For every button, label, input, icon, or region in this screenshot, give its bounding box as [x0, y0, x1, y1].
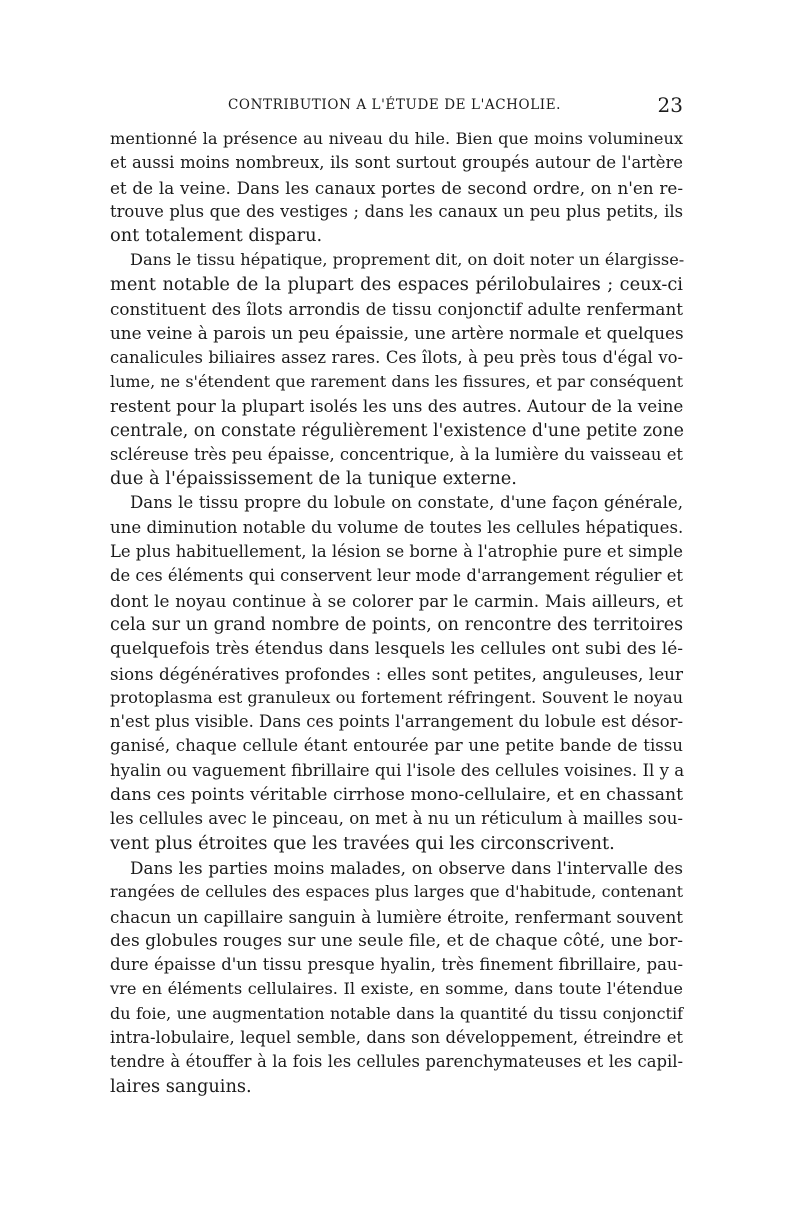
text-line: une veine à parois un peu épaissie, une artère normale et quelques	[110, 323, 684, 344]
text-line: ganisé, chaque cellule étant entourée par une petite bande de tissu	[110, 736, 683, 756]
text-line: canalicules biliaires assez rares. Ces îlots, à peu près tous d'égal vo-	[110, 347, 683, 367]
text-line: dont le noyau continue à se colorer par le carmin. Mais ailleurs, et	[110, 590, 683, 611]
text-line: intra-lobulaire, lequel semble, dans son développement, étreindre et	[110, 1027, 683, 1047]
paragraph-2	[110, 248, 683, 491]
text-line: les cellules avec le pinceau, on met à nu un réticulum à mailles sou-	[110, 809, 683, 829]
text-line: vre en éléments cellulaires. Il existe, en somme, dans toute l'étendue	[110, 979, 683, 999]
text-line: dure épaisse d'un tissu presque hyalin, très finement fibrillaire, pau-	[110, 955, 683, 975]
text-line: Le plus habituellement, la lésion se borne à l'atrophie pure et simple	[110, 542, 683, 562]
text-line: hyalin ou vaguement fibrillaire qui l'isole des cellules voisines. Il y a	[110, 760, 685, 780]
text-line: une diminution notable du volume de toutes les cellules hépatiques.	[110, 517, 684, 537]
text-line: laires sanguins.	[110, 1075, 252, 1097]
text-line: des globules rouges sur une seule file, et de chaque côté, une bor-	[110, 930, 683, 951]
text-line: lume, ne s'étendent que rarement dans les fissures, et par conséquent	[110, 371, 683, 391]
text-line: n'est plus visible. Dans ces points l'arrangement du lobule est désor-	[110, 712, 683, 732]
text-line: Dans les parties moins malades, on observe dans l'intervalle des	[130, 857, 683, 878]
paragraph-3	[110, 491, 683, 855]
text-line: Dans le tissu hépatique, proprement dit, on doit noter un élargisse-	[130, 250, 685, 270]
text-line: trouve plus que des vestiges ; dans les canaux un peu plus petits, ils	[110, 201, 683, 221]
text-line: restent pour la plupart isolés les uns des autres. Autour de la veine	[110, 396, 684, 417]
text-line: sions dégénératives profondes : elles sont petites, anguleuses, leur	[110, 663, 683, 684]
running-title: CONTRIBUTION A L'ÉTUDE DE L'ACHOLIE.	[228, 97, 562, 113]
text-line: et de la veine. Dans les canaux portes de second ordre, on n'en re-	[110, 177, 683, 198]
text-line: due à l'épaississement de la tunique externe.	[110, 468, 517, 490]
text-line: de ces éléments qui conservent leur mode d'arrangement régulier et	[110, 566, 683, 586]
text-line: chacun un capillaire sanguin à lumière étroite, renfermant souvent	[110, 906, 683, 927]
text-line: vent plus étroites que les travées qui les circonscrivent.	[110, 832, 615, 854]
text-line: du foie, une augmentation notable dans la quantité du tissu conjonctif	[110, 1003, 683, 1023]
text-line: ont totalement disparu.	[110, 225, 323, 247]
text-line: cela sur un grand nombre de points, on rencontre des territoires	[110, 614, 683, 635]
text-line: rangées de cellules des espaces plus larges que d'habitude, contenant	[110, 882, 683, 902]
body-text	[110, 127, 683, 1099]
text-line: protoplasma est granuleux ou fortement réfringent. Souvent le noyau	[110, 687, 683, 707]
text-line: et aussi moins nombreux, ils sont surtout groupés autour de l'artère	[110, 153, 683, 173]
paragraph-1	[110, 127, 683, 248]
text-line: ment notable de la plupart des espaces périlobulaires ; ceux-ci	[110, 273, 683, 295]
text-line: dans ces points véritable cirrhose mono-cellulaire, et en chassant	[110, 785, 683, 806]
text-line: quelquefois très étendus dans lesquels les cellules ont subi des lé-	[110, 639, 683, 660]
text-line: tendre à étouffer à la fois les cellules parenchymateuses et les capil-	[110, 1052, 683, 1072]
paragraph-4	[110, 856, 683, 1099]
page-number: 23	[657, 93, 683, 117]
page-header	[110, 93, 683, 123]
text-line: centrale, on constate régulièrement l'existence d'une petite zone	[110, 420, 684, 441]
text-line: scléreuse très peu épaisse, concentrique, à la lumière du vaisseau et	[110, 444, 683, 464]
text-line: constituent des îlots arrondis de tissu conjonctif adulte renfermant	[110, 299, 683, 320]
text-line: mentionné la présence au niveau du hile. Bien que moins volumineux	[110, 129, 683, 148]
text-line: Dans le tissu propre du lobule on constate, d'une façon générale,	[130, 493, 683, 513]
